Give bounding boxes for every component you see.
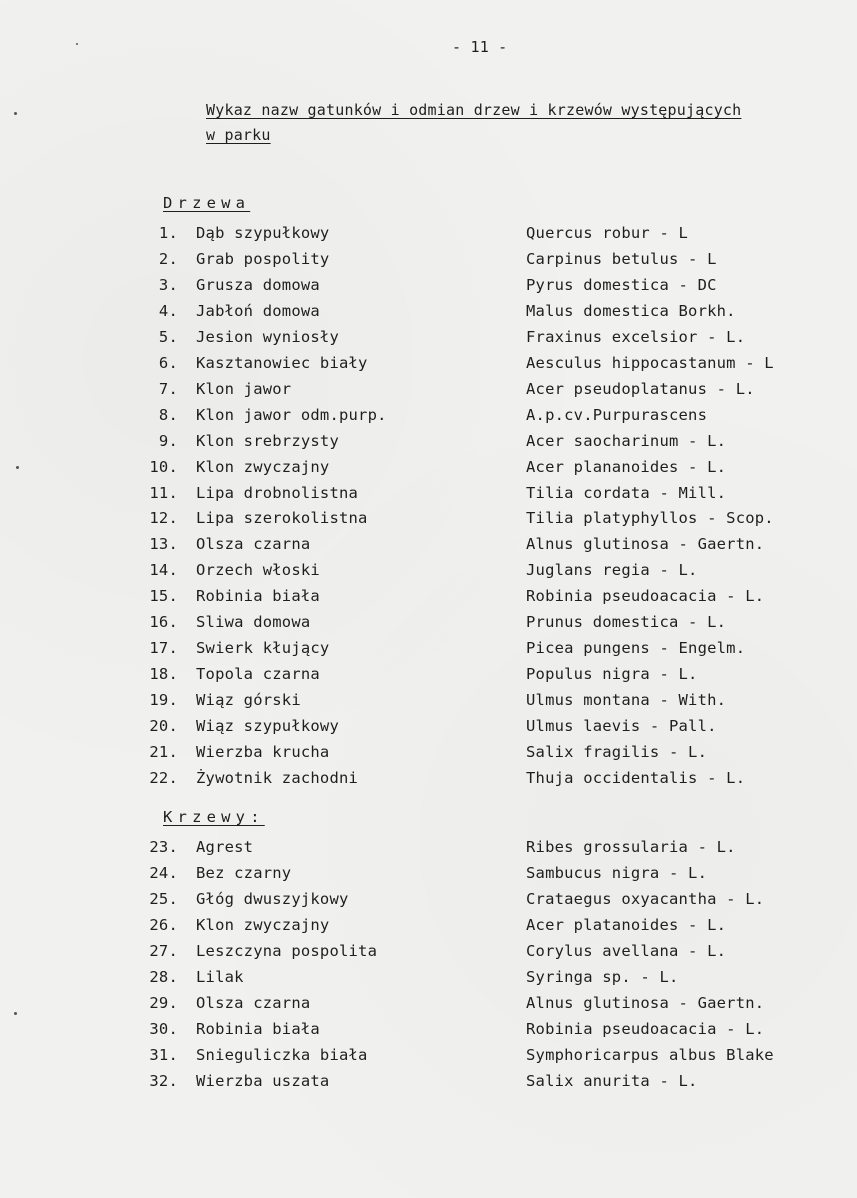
polish-name: Leszczyna pospolita — [196, 941, 378, 960]
polish-name: Wierzba uszata — [196, 1071, 330, 1090]
polish-name: Grab pospolity — [196, 249, 330, 268]
latin-name: Tilia platyphyllos - Scop. — [526, 509, 774, 528]
polish-name: Swierk kłujący — [196, 639, 330, 658]
item-number: 16. — [149, 613, 178, 632]
latin-name: Malus domestica Borkh. — [526, 301, 736, 320]
latin-name: Ribes grossularia - L. — [526, 838, 736, 856]
polish-name: Jabłoń domowa — [196, 301, 320, 320]
polish-name: Kasztanowiec biały — [196, 353, 368, 372]
item-number: 4. — [158, 301, 178, 320]
polish-name: Bez czarny — [196, 863, 292, 882]
item-number: 25. — [149, 889, 178, 908]
polish-name: Lilak — [196, 967, 244, 986]
latin-name: Carpinus betulus - L — [526, 249, 717, 268]
polish-name: Topola czarna — [196, 665, 320, 684]
polish-name: Klon jawor — [196, 379, 292, 398]
item-number: 14. — [149, 561, 178, 580]
item-number: 24. — [149, 863, 178, 882]
item-number: 28. — [149, 967, 178, 986]
item-number: 30. — [149, 1019, 178, 1038]
item-number: 8. — [158, 405, 178, 424]
item-number: 3. — [158, 275, 178, 294]
item-number: 23. — [149, 838, 178, 856]
item-number: 1. — [158, 224, 178, 242]
polish-name: Lipa szerokolistna — [196, 509, 368, 528]
latin-name: Pyrus domestica - DC — [526, 275, 717, 294]
polish-name: Wierzba krucha — [196, 743, 330, 761]
item-number: 20. — [149, 717, 178, 736]
item-number: 22. — [149, 768, 178, 787]
page-number: - 11 - — [452, 38, 508, 56]
polish-name: Olsza czarna — [196, 535, 311, 554]
polish-name: Klon zwyczajny — [196, 915, 330, 934]
scan-speck — [14, 112, 17, 115]
polish-name: Robinia biała — [196, 1019, 320, 1038]
latin-name: Salix fragilis - L. — [526, 743, 708, 761]
latin-name: Acer pseudoplatanus - L. — [526, 379, 755, 398]
latin-name: Corylus avellana - L. — [526, 941, 727, 960]
polish-name: Grusza domowa — [196, 275, 320, 294]
item-number: 12. — [149, 509, 178, 528]
latin-name: Populus nigra - L. — [526, 665, 698, 684]
latin-name: Alnus glutinosa - Gaertn. — [526, 993, 765, 1012]
latin-name: Picea pungens - Engelm. — [526, 639, 746, 658]
latin-name: Prunus domestica - L. — [526, 613, 727, 632]
item-number: 11. — [149, 483, 178, 502]
polish-name: Żywotnik zachodni — [196, 768, 359, 787]
document-heading-line2: w parku — [206, 126, 271, 144]
scan-speck — [16, 466, 19, 469]
item-number: 6. — [158, 353, 178, 372]
polish-name: Lipa drobnolistna — [196, 483, 359, 502]
scan-speck — [14, 1012, 17, 1015]
polish-name: Sliwa domowa — [196, 613, 311, 632]
polish-name: Agrest — [196, 838, 254, 856]
latin-name: Tilia cordata - Mill. — [526, 483, 727, 502]
item-number: 2. — [158, 249, 178, 268]
polish-name: Wiąz górski — [196, 691, 301, 710]
item-number: 5. — [158, 327, 178, 346]
polish-name: Robinia biała — [196, 587, 320, 606]
latin-name: Syringa sp. - L. — [526, 967, 679, 986]
polish-name: Orzech włoski — [196, 561, 320, 580]
polish-name: Jesion wyniosły — [196, 327, 339, 346]
item-number: 21. — [149, 743, 178, 761]
document-heading-line1: Wykaz nazw gatunków i odmian drzew i krzewów występujących — [206, 101, 742, 119]
polish-name: Klon zwyczajny — [196, 457, 330, 476]
item-number: 27. — [149, 941, 178, 960]
latin-name: Aesculus hippocastanum - L — [526, 353, 774, 372]
item-number: 26. — [149, 915, 178, 934]
latin-name: A.p.cv.Purpurascens — [526, 405, 708, 424]
latin-name: Sambucus nigra - L. — [526, 863, 708, 882]
polish-name: Wiąz szypułkowy — [196, 717, 339, 736]
scan-speck — [76, 43, 78, 45]
item-number: 7. — [158, 379, 178, 398]
item-number: 31. — [149, 1045, 178, 1064]
item-number: 32. — [149, 1071, 178, 1090]
item-number: 9. — [158, 431, 178, 450]
latin-name: Acer platanoides - L. — [526, 915, 727, 934]
latin-name: Ulmus laevis - Pall. — [526, 717, 717, 736]
latin-name: Fraxinus excelsior - L. — [526, 327, 746, 346]
polish-name: Klon srebrzysty — [196, 431, 339, 450]
item-number: 13. — [149, 535, 178, 554]
polish-name: Dąb szypułkowy — [196, 224, 330, 242]
item-number: 19. — [149, 691, 178, 710]
latin-name: Thuja occidentalis - L. — [526, 768, 746, 787]
polish-name: Olsza czarna — [196, 993, 311, 1012]
section-title: Krzewy: — [163, 808, 265, 826]
latin-name: Crataegus oxyacantha - L. — [526, 889, 765, 908]
latin-name: Symphoricarpus albus Blake — [526, 1045, 774, 1064]
item-number: 18. — [149, 665, 178, 684]
latin-name: Robinia pseudoacacia - L. — [526, 1019, 765, 1038]
item-number: 10. — [149, 457, 178, 476]
item-number: 15. — [149, 587, 178, 606]
polish-name: Snieguliczka biała — [196, 1045, 368, 1064]
item-number: 17. — [149, 639, 178, 658]
polish-name: Głóg dwuszyjkowy — [196, 889, 349, 908]
latin-name: Alnus glutinosa - Gaertn. — [526, 535, 765, 554]
latin-name: Acer plananoides - L. — [526, 457, 727, 476]
section-title: Drzewa — [163, 194, 251, 212]
item-number: 29. — [149, 993, 178, 1012]
latin-name: Robinia pseudoacacia - L. — [526, 587, 765, 606]
latin-name: Acer saocharinum - L. — [526, 431, 727, 450]
latin-name: Ulmus montana - With. — [526, 691, 727, 710]
latin-name: Quercus robur - L — [526, 224, 689, 242]
polish-name: Klon jawor odm.purp. — [196, 405, 387, 424]
latin-name: Salix anurita - L. — [526, 1071, 698, 1090]
latin-name: Juglans regia - L. — [526, 561, 698, 580]
